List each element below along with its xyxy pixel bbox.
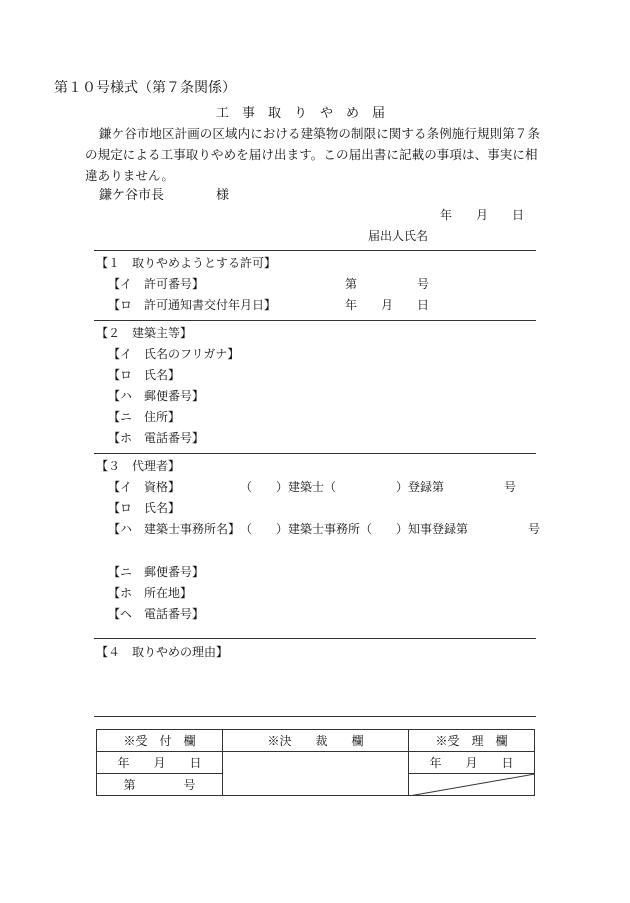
diagonal-line <box>409 774 535 796</box>
section-3-heading: 【３ 代理者】 <box>96 459 181 473</box>
permit-date-value: 年 月 日 <box>345 298 430 312</box>
agent-name-label: 【ロ 氏名】 <box>108 501 181 515</box>
permit-date-label: 【ロ 許可通知書交付年月日】 <box>108 298 277 312</box>
agent-office-label: 【ハ 建築士事務所名】 <box>108 522 241 536</box>
reception-header: ※受 付 欄 <box>97 730 223 752</box>
agent-qualification-value: （ ）建築士（ ）登録第 号 <box>240 480 517 494</box>
owner-phone-label: 【ホ 電話番号】 <box>108 431 205 445</box>
owner-furigana-label: 【イ 氏名のフリガナ】 <box>108 347 240 361</box>
submission-date: 年 月 日 <box>440 208 525 222</box>
section-1-heading: 【１ 取りやめようとする許可】 <box>96 256 277 270</box>
permit-number-label: 【イ 許可番号】 <box>108 277 205 291</box>
agent-phone-label: 【ヘ 電話番号】 <box>108 607 205 621</box>
reception-number: 第 号 <box>97 774 223 796</box>
form-number: 第１０号様式（第７条関係） <box>54 80 236 96</box>
addressee: 鎌ケ谷市長 様 <box>99 188 230 203</box>
processing-header: ※受 理 欄 <box>409 730 535 752</box>
office-use-table <box>96 729 535 796</box>
applicant-name-label: 届出人氏名 <box>368 229 429 243</box>
intro-paragraph: 鎌ケ谷市地区計画の区域内における建築物の制限に関する条例施行規則第７条の規定による工事取りやめを届け出ます。この届出書に記載の事項は、事実に相違ありません。 <box>85 126 541 183</box>
permit-number-value: 第 号 <box>345 277 430 291</box>
processing-slash-cell <box>409 774 535 796</box>
divider <box>94 320 536 321</box>
agent-postal-label: 【ニ 郵便番号】 <box>108 565 205 579</box>
divider <box>94 638 536 639</box>
owner-address-label: 【ニ 住所】 <box>108 410 181 424</box>
owner-postal-label: 【ハ 郵便番号】 <box>108 389 205 403</box>
agent-location-label: 【ホ 所在地】 <box>108 586 193 600</box>
agent-office-value: （ ）建築士事務所（ ）知事登録第 号 <box>240 522 541 536</box>
section-2-heading: 【２ 建築主等】 <box>96 326 193 340</box>
divider <box>94 453 536 454</box>
decision-header: ※決 裁 欄 <box>223 730 409 752</box>
processing-date: 年 月 日 <box>409 752 535 774</box>
divider <box>94 250 536 251</box>
form-title: 工 事 取 り や め 届 <box>216 106 386 121</box>
reception-date: 年 月 日 <box>97 752 223 774</box>
decision-cell <box>223 752 409 796</box>
owner-name-label: 【ロ 氏名】 <box>108 368 181 382</box>
section-4-heading: 【４ 取りやめの理由】 <box>96 645 229 659</box>
agent-qualification-label: 【イ 資格】 <box>108 480 181 494</box>
divider <box>94 716 536 717</box>
